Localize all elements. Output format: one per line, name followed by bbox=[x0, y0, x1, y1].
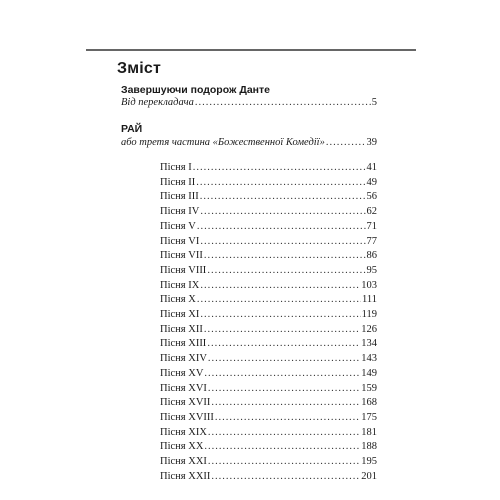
toc-entry-label: Пісня II bbox=[160, 176, 196, 188]
toc-entry-label: Пісня XX bbox=[160, 441, 204, 453]
toc-entry-song bbox=[160, 382, 377, 396]
toc-entry-page: 188 bbox=[361, 441, 377, 453]
dot-leader bbox=[208, 455, 360, 469]
dot-leader bbox=[193, 161, 366, 175]
dot-leader bbox=[326, 136, 366, 150]
toc-entry-label: Пісня VII bbox=[160, 250, 203, 262]
toc-entry-song bbox=[160, 455, 377, 469]
toc-entry-song bbox=[160, 235, 377, 249]
dot-leader bbox=[204, 367, 360, 381]
toc-entry-page: 49 bbox=[366, 176, 377, 188]
toc-entry-label: Від перекладача bbox=[121, 97, 194, 108]
toc-entry-page: 175 bbox=[361, 411, 377, 423]
top-rule bbox=[86, 49, 416, 51]
toc-entry-label: Пісня XIV bbox=[160, 353, 207, 365]
toc-entry-page: 62 bbox=[366, 206, 377, 218]
dot-leader bbox=[211, 470, 360, 484]
toc-entry-song bbox=[160, 161, 377, 175]
toc-entry-label: Пісня XIX bbox=[160, 426, 207, 438]
toc-entry-label: Пісня XIII bbox=[160, 338, 207, 350]
toc-entry-paradise bbox=[121, 136, 377, 150]
toc-entry-page: 39 bbox=[366, 137, 377, 148]
dot-leader bbox=[204, 440, 360, 454]
toc-entry-song bbox=[160, 411, 377, 425]
toc-entry-page: 103 bbox=[361, 279, 377, 291]
toc-entry-label: Пісня I bbox=[160, 162, 192, 173]
toc-entry-label: Пісня XVIII bbox=[160, 411, 214, 423]
toc-title: Зміст bbox=[117, 60, 162, 77]
dot-leader bbox=[200, 205, 365, 219]
dot-leader bbox=[207, 337, 360, 351]
toc-entry-label: Пісня XI bbox=[160, 309, 200, 320]
toc-entry-label: Пісня XXI bbox=[160, 456, 207, 467]
dot-leader bbox=[197, 220, 366, 234]
toc-entry-page: 159 bbox=[361, 382, 377, 394]
toc-entry-page: 71 bbox=[366, 220, 377, 232]
toc-entry-page: 119 bbox=[361, 309, 377, 320]
toc-entry-page: 5 bbox=[371, 97, 377, 108]
dot-leader bbox=[208, 382, 360, 396]
toc-entry-song bbox=[160, 205, 377, 219]
toc-entry-page: 56 bbox=[366, 191, 377, 203]
toc-entry-song bbox=[160, 190, 377, 204]
toc-entry-song bbox=[160, 249, 377, 263]
toc-entry-translator bbox=[121, 96, 377, 110]
toc-entry-song bbox=[160, 470, 377, 484]
toc-entry-label: Пісня XV bbox=[160, 367, 204, 379]
toc-entry-page: 181 bbox=[361, 426, 377, 438]
toc-entry-page: 126 bbox=[361, 323, 377, 335]
dot-leader bbox=[200, 190, 366, 204]
toc-entry-song bbox=[160, 176, 377, 190]
dot-leader bbox=[208, 352, 360, 366]
dot-leader bbox=[200, 308, 360, 322]
dot-leader bbox=[204, 323, 360, 337]
dot-leader bbox=[215, 411, 360, 425]
toc-entry-page: 168 bbox=[361, 397, 377, 409]
dot-leader bbox=[196, 176, 365, 190]
dot-leader bbox=[200, 279, 360, 293]
toc-entry-song bbox=[160, 220, 377, 234]
toc-entry-page: 149 bbox=[361, 367, 377, 379]
toc-entry-song bbox=[160, 293, 377, 307]
toc-entry-page: 201 bbox=[361, 470, 377, 482]
section-heading-afterword: Завершуючи подорож Данте bbox=[121, 84, 271, 96]
toc-entry-label: Пісня XVI bbox=[160, 382, 207, 394]
toc-entry-label: Пісня IV bbox=[160, 206, 200, 218]
toc-entry-song bbox=[160, 426, 377, 440]
toc-entry-page: 41 bbox=[366, 162, 377, 173]
toc-entry-page: 95 bbox=[366, 264, 377, 276]
toc-entry-label: Пісня VI bbox=[160, 235, 200, 247]
toc-entry-label: Пісня V bbox=[160, 220, 196, 232]
toc-entry-label: Пісня IX bbox=[160, 279, 200, 291]
toc-entry-page: 77 bbox=[366, 235, 377, 247]
toc-entry-label: Пісня XII bbox=[160, 323, 203, 335]
toc-entry-page: 195 bbox=[361, 456, 377, 467]
toc-entry-song bbox=[160, 337, 377, 351]
toc-entry-song bbox=[160, 279, 377, 293]
dot-leader bbox=[207, 264, 365, 278]
toc-entry-song bbox=[160, 264, 377, 278]
toc-entry-song bbox=[160, 323, 377, 337]
toc-entry-label: або третя частина «Божественної Комедії» bbox=[121, 137, 325, 148]
toc-entry-song bbox=[160, 308, 377, 322]
dot-leader bbox=[195, 96, 371, 110]
dot-leader bbox=[200, 235, 365, 249]
dot-leader bbox=[208, 426, 360, 440]
toc-entry-page: 111 bbox=[362, 294, 377, 306]
toc-entry-label: Пісня X bbox=[160, 294, 196, 306]
toc-entry-song bbox=[160, 440, 377, 454]
toc-entry-page: 143 bbox=[361, 353, 377, 365]
toc-entry-page: 86 bbox=[366, 250, 377, 262]
dot-leader bbox=[211, 396, 360, 410]
toc-entry-song bbox=[160, 396, 377, 410]
dot-leader bbox=[197, 293, 361, 307]
dot-leader bbox=[204, 249, 366, 263]
toc-entry-label: Пісня XVII bbox=[160, 397, 211, 409]
toc-entry-song bbox=[160, 367, 377, 381]
toc-entry-label: Пісня XXII bbox=[160, 470, 211, 482]
toc-entry-label: Пісня VIII bbox=[160, 264, 207, 276]
toc-entry-song bbox=[160, 352, 377, 366]
toc-entry-label: Пісня III bbox=[160, 191, 199, 203]
section-heading-paradise: РАЙ bbox=[121, 123, 143, 135]
toc-entry-page: 134 bbox=[361, 338, 377, 350]
